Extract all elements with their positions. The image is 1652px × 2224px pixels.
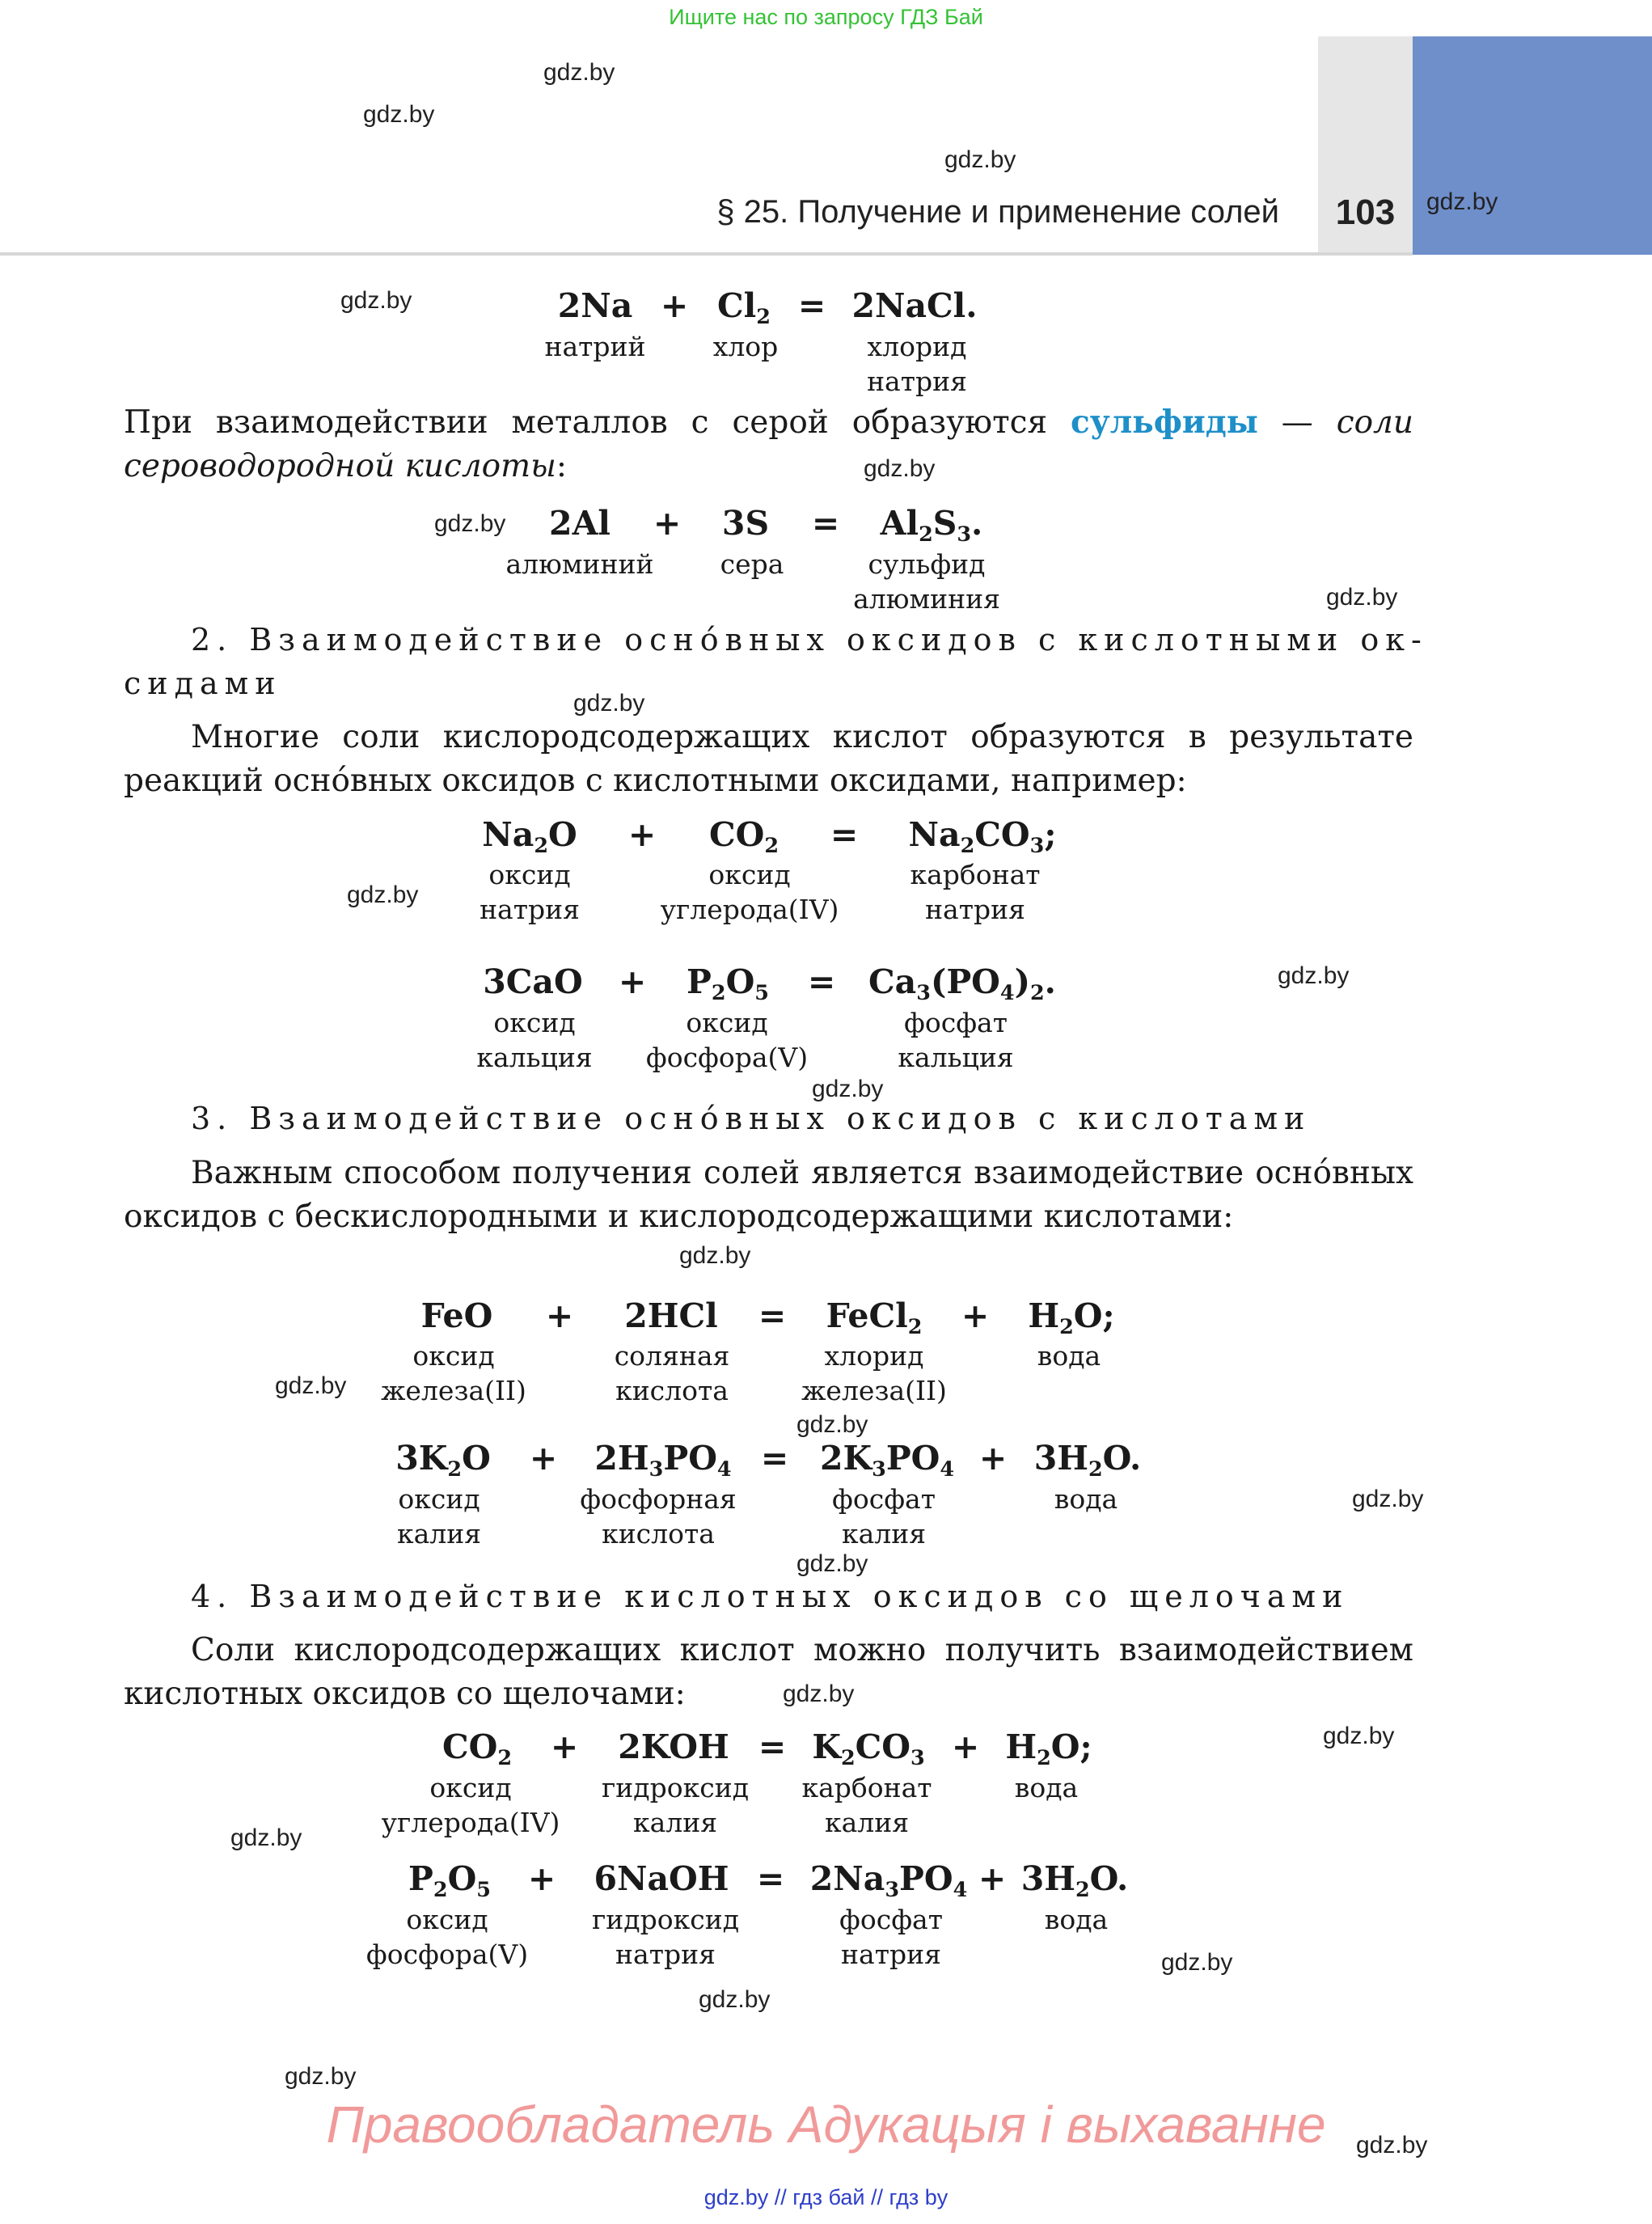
formula-3s: 3S — [721, 504, 770, 543]
watermark: gdz.by — [1426, 188, 1498, 215]
label-carbon-oxide: оксид углерода(IV) — [660, 859, 839, 925]
paragraph-4: Соли кислородсодержащих кислот можно получить взаимодействием кислотных оксидов со щелочами: — [124, 1632, 1413, 1712]
plus-sign: + — [951, 1727, 980, 1766]
label-potassium-oxide: оксид калия — [396, 1483, 482, 1550]
label-sulfur: сера — [720, 548, 784, 580]
formula-cl2: $Cl_2$ — [717, 286, 771, 329]
label-water: вода — [1054, 1483, 1118, 1515]
copyright-notice: Правообладатель Адукацыя і выхаванне — [326, 2095, 1326, 2154]
formula-co2: $CO_2$ — [442, 1727, 513, 1770]
top-banner[interactable]: Ищите нас по запросу ГДЗ Бай — [669, 5, 983, 29]
equals-sign: = — [758, 1727, 787, 1766]
formula-k2co3: $K_2CO_3$ — [812, 1727, 925, 1770]
equals-sign: = — [830, 815, 859, 854]
formula-6naoh: 6NaOH — [594, 1859, 729, 1898]
watermark: gdz.by — [573, 690, 645, 717]
formula-ca3po42: $Ca_3(PO_4)_2$. — [868, 962, 1056, 1005]
equals-sign: = — [760, 1439, 789, 1478]
watermark: gdz.by — [783, 1681, 855, 1707]
watermark: gdz.by — [1356, 2132, 1428, 2158]
paragraph-3: Важным способом получения солей является взаимодействие осно́вных оксидов с бескислородными и кислородсодержащими кислотами: — [124, 1155, 1413, 1235]
label-phosphoric-acid: фосфорная кислота — [580, 1483, 737, 1550]
watermark: gdz.by — [1352, 1486, 1424, 1512]
formula-feo: FeO — [420, 1296, 493, 1335]
label-phosphorus-oxide: оксид фосфора(V) — [645, 1007, 809, 1073]
watermark: gdz.by — [340, 287, 412, 314]
watermark: gdz.by — [864, 455, 936, 482]
watermark: gdz.by — [230, 1824, 302, 1851]
paragraph-2: Многие соли кислородсодержащих кислот образуются в результате реакций осно́вных оксидов с кислотными оксидами, например: — [124, 719, 1413, 799]
label-sodium-oxide: оксид натрия — [480, 859, 580, 925]
equals-sign: = — [797, 286, 826, 325]
label-sodium-carbonate: карбонат натрия — [910, 859, 1041, 925]
label-potassium-phosphate: фосфат калия — [832, 1483, 936, 1550]
formula-2koh: 2KOH — [618, 1727, 729, 1766]
plus-sign: + — [527, 1859, 556, 1898]
watermark: gdz.by — [1161, 1949, 1233, 1976]
equals-sign: = — [807, 962, 836, 1001]
watermark: gdz.by — [944, 146, 1016, 173]
plus-sign: + — [618, 962, 647, 1001]
header-blue-block — [1413, 36, 1652, 255]
formula-2h3po4: $2H_3PO_4$ — [594, 1439, 732, 1482]
label-sodium-phosphate: фосфат натрия — [839, 1904, 943, 1970]
watermark: gdz.by — [1278, 962, 1350, 989]
formula-p2o5: $P_2O_5$ — [687, 962, 769, 1005]
label-potassium-hydroxide: гидроксид калия — [601, 1772, 750, 1838]
plus-sign: + — [545, 1296, 574, 1335]
formula-2nacl: 2NaCl. — [851, 286, 978, 325]
label-iron-oxide: оксид железа(II) — [381, 1340, 526, 1406]
label-aluminium-sulfide: сульфид алюминия — [853, 548, 1000, 615]
watermark: gdz.by — [796, 1550, 868, 1577]
label-water: вода — [1037, 1340, 1101, 1372]
label-sodium: натрий — [544, 331, 646, 362]
page-number: 103 — [1335, 192, 1396, 232]
watermark: gdz.by — [275, 1372, 347, 1399]
formula-al2s3: $Al_2S_3$. — [880, 504, 983, 547]
watermark: gdz.by — [812, 1076, 884, 1102]
page-header-title: § 25. Получение и применение солей — [716, 194, 1279, 230]
plus-sign: + — [978, 1859, 1007, 1898]
plus-sign: + — [627, 815, 657, 854]
formula-co2: $CO_2$ — [708, 815, 780, 858]
watermark: gdz.by — [699, 1986, 771, 2013]
watermark: gdz.by — [347, 882, 419, 908]
plus-sign: + — [529, 1439, 558, 1478]
watermark: gdz.by — [434, 510, 506, 537]
plus-sign: + — [961, 1296, 990, 1335]
formula-fecl2: FeCl$_2$ — [826, 1296, 923, 1339]
formula-2na3po4: $2Na_3PO_4$ — [809, 1859, 968, 1902]
formula-na2o: $Na_2O$ — [482, 815, 577, 858]
formula-2k3po4: $2K_3PO_4$ — [819, 1439, 955, 1482]
formula-3cao: 3CaO — [483, 962, 583, 1001]
label-calcium-phosphate: фосфат кальция — [898, 1007, 1014, 1073]
formula-3h2o: $3H_2O$. — [1033, 1439, 1142, 1482]
formula-2hcl: 2HCl — [624, 1296, 718, 1335]
label-iron-chloride: хлорид железа(II) — [801, 1340, 947, 1406]
label-hydrochloric-acid: соляная кислота — [614, 1340, 730, 1406]
equals-sign: = — [758, 1296, 787, 1335]
formula-h2o: $H_2O$; — [1028, 1296, 1115, 1339]
label-phosphorus-oxide: оксид фосфора(V) — [365, 1904, 529, 1970]
plus-sign: + — [660, 286, 689, 325]
plus-sign: + — [978, 1439, 1008, 1478]
equals-sign: = — [811, 504, 840, 543]
formula-2al: 2Al — [549, 504, 611, 543]
formula-2na: 2Na — [557, 286, 633, 325]
plus-sign: + — [550, 1727, 579, 1766]
watermark: gdz.by — [1326, 584, 1398, 611]
section-heading-3: 3. Взаимодействие осно́вных оксидов с кислотами — [191, 1101, 1312, 1136]
formula-na2co3: $Na_2CO_3$; — [908, 815, 1057, 858]
label-sodium-chloride: хлорид натрия — [867, 331, 967, 397]
label-carbon-oxide: оксид углерода(IV) — [381, 1772, 560, 1838]
plus-sign: + — [653, 504, 682, 543]
watermark: gdz.by — [679, 1242, 751, 1269]
label-potassium-carbonate: карбонат калия — [801, 1772, 932, 1838]
watermark: gdz.by — [543, 59, 615, 86]
paragraph-sulfides: При взаимодействии металлов с серой образуются сульфиды — соли сероводородной кислоты: — [124, 404, 1414, 484]
formula-h2o: $H_2O$; — [1005, 1727, 1092, 1770]
equals-sign: = — [756, 1859, 785, 1898]
section-heading-4: 4. Взаимодействие кислотных оксидов со щелочами — [191, 1579, 1350, 1614]
header-rule — [0, 252, 1413, 256]
label-calcium-oxide: оксид кальция — [476, 1007, 593, 1073]
term-sulfides: сульфиды — [1071, 404, 1258, 441]
watermark: gdz.by — [285, 2063, 357, 2090]
formula-3k2o: $3K_2O$ — [395, 1439, 491, 1482]
label-chlorine: хлор — [712, 331, 779, 362]
label-water: вода — [1044, 1904, 1109, 1935]
label-water: вода — [1014, 1772, 1079, 1803]
watermark: gdz.by — [1323, 1723, 1395, 1749]
footer-links[interactable]: gdz.by // гдз бай // гдз by — [703, 2185, 949, 2209]
formula-3h2o: $3H_2O$. — [1020, 1859, 1129, 1902]
formula-p2o5: $P_2O_5$ — [408, 1859, 491, 1902]
label-sodium-hydroxide: гидроксид натрия — [591, 1904, 740, 1970]
watermark: gdz.by — [796, 1411, 868, 1438]
section-heading-2-line1: 2. Взаимодействие осно́вных оксидов с кислотными ок- — [191, 622, 1428, 657]
watermark: gdz.by — [363, 101, 435, 128]
label-aluminium: алюминий — [505, 548, 654, 580]
section-heading-2-line2: сидами — [124, 666, 282, 701]
